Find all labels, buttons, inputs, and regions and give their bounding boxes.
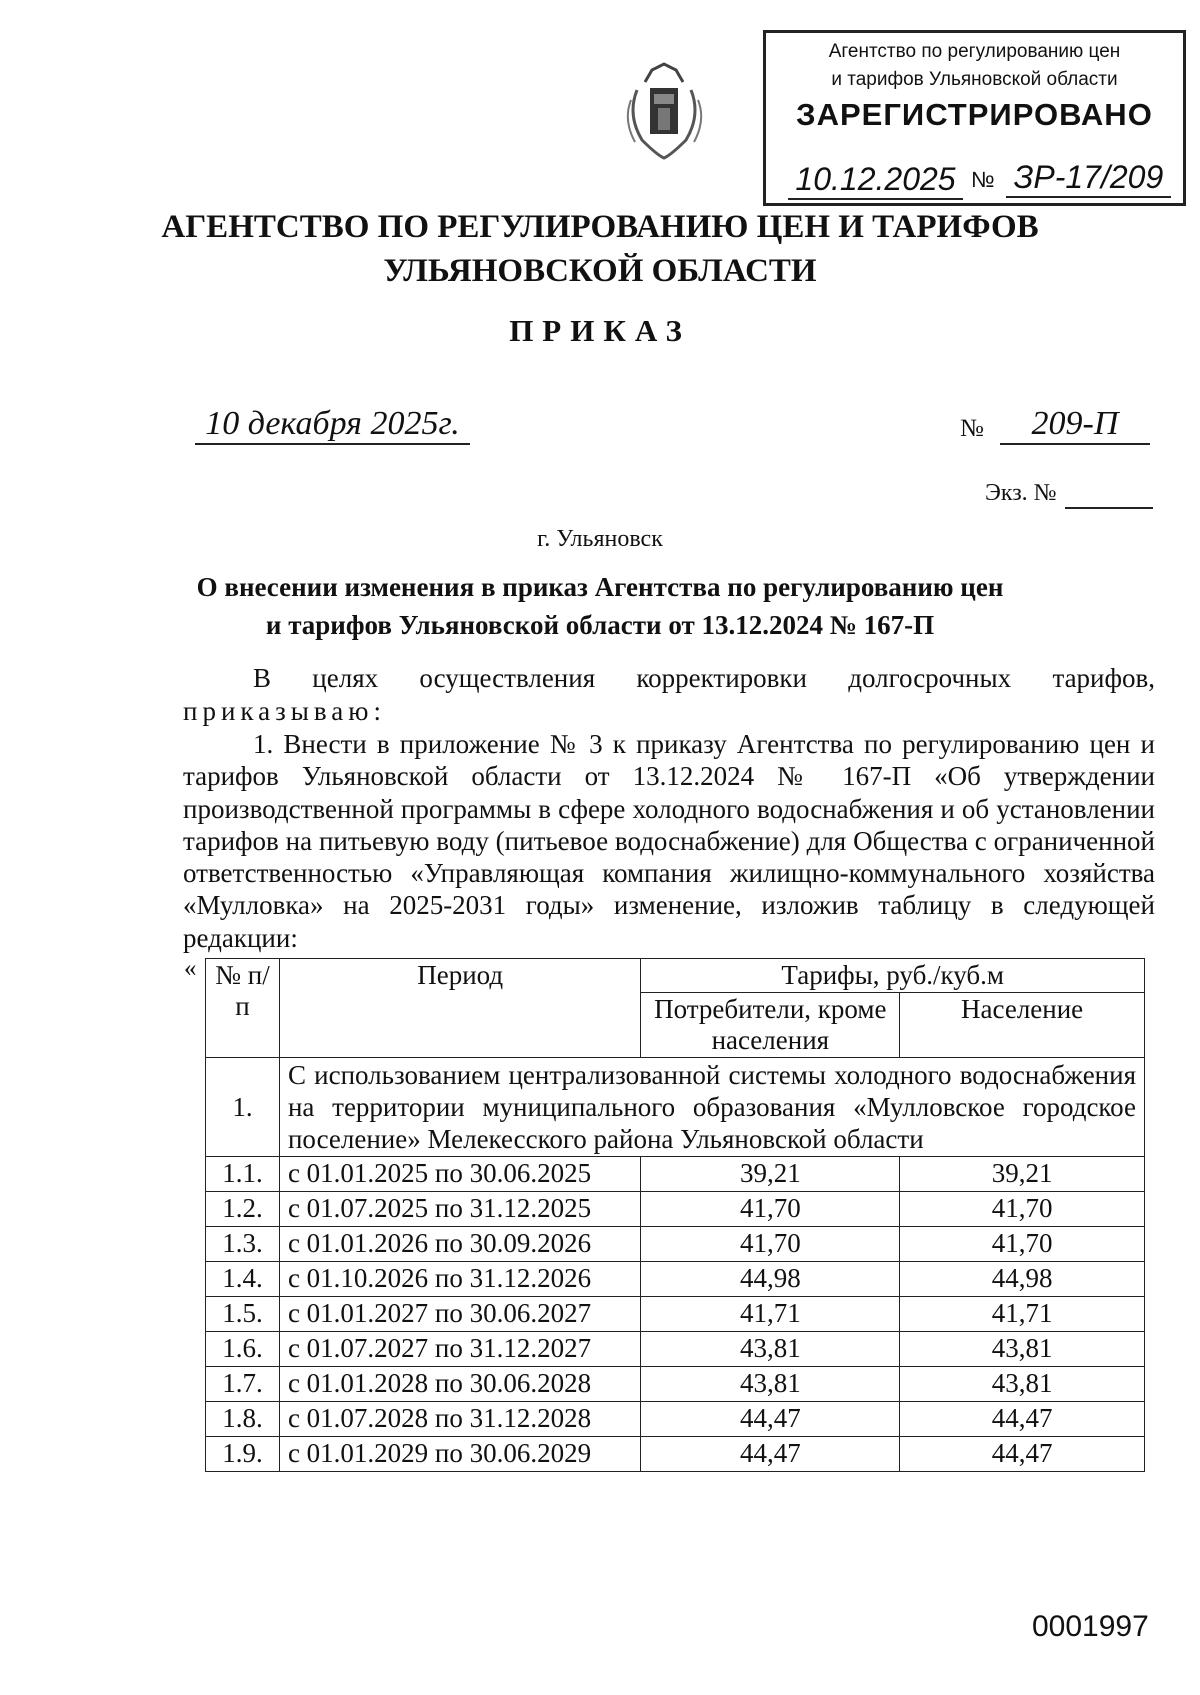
table-section-row	[206, 1058, 1145, 1157]
agency-title-line-1: АГЕНТСТВО ПО РЕГУЛИРОВАНИЮ ЦЕН И ТАРИФОВ	[161, 209, 1039, 245]
header-population: Население	[900, 993, 1145, 1058]
coat-of-arms-icon	[617, 60, 712, 160]
row-period: с 01.01.2027 по 30.06.2027	[279, 1297, 640, 1332]
tariffs-table	[205, 958, 1145, 1472]
row-period: с 01.01.2026 по 30.09.2026	[279, 1227, 640, 1262]
table-row	[206, 1297, 1145, 1332]
stamp-status: ЗАРЕГИСТРИРОВАНО	[796, 97, 1153, 132]
row-num: 1.8.	[206, 1402, 280, 1437]
row-num: 1.4.	[206, 1262, 280, 1297]
agency-title-line-2: УЛЬЯНОВСКОЙ ОБЛАСТИ	[383, 253, 817, 289]
row-period: с 01.07.2028 по 31.12.2028	[279, 1402, 640, 1437]
row-population: 44,47	[900, 1402, 1145, 1437]
row-period: с 01.01.2029 по 30.06.2029	[279, 1437, 640, 1472]
row-consumers: 41,70	[641, 1192, 900, 1227]
row-consumers: 43,81	[641, 1332, 900, 1367]
row-period: с 01.01.2025 по 30.06.2025	[279, 1157, 640, 1192]
table-row	[206, 1157, 1145, 1192]
table-row	[206, 1192, 1145, 1227]
row-consumers: 39,21	[641, 1157, 900, 1192]
document-type: ПРИКАЗ	[509, 313, 691, 348]
table-row	[206, 1262, 1145, 1297]
row-num: 1.2.	[206, 1192, 280, 1227]
row-consumers: 43,81	[641, 1367, 900, 1402]
row-num: 1.3.	[206, 1227, 280, 1262]
table-row	[206, 1437, 1145, 1472]
stamp-line-1: Агентство по регулированию цен	[828, 41, 1121, 62]
row-consumers: 41,70	[641, 1227, 900, 1262]
copy-number-blank	[1065, 507, 1153, 509]
row-consumers: 44,47	[641, 1402, 900, 1437]
agency-title	[0, 205, 1200, 293]
registration-stamp	[763, 30, 1186, 206]
row-consumers: 41,71	[641, 1297, 900, 1332]
header-period: Период	[279, 959, 640, 1058]
quote-open: «	[184, 955, 197, 982]
subject-line-2: и тарифов Ульяновской области от 13.12.2024 № 167-П	[265, 610, 935, 640]
city: г. Ульяновск	[537, 526, 663, 552]
table-row	[206, 1367, 1145, 1402]
order-number-label: №	[960, 415, 984, 442]
row-consumers: 44,47	[641, 1437, 900, 1472]
stamp-line-2: и тарифов Ульяновской области	[831, 69, 1118, 90]
row-num: 1.6.	[206, 1332, 280, 1367]
header-consumers: Потребители, кроме населения	[641, 993, 900, 1058]
table-row	[206, 1227, 1145, 1262]
page-code: 0001997	[1032, 1610, 1149, 1643]
table-rows	[206, 1157, 1145, 1472]
row-num: 1.5.	[206, 1297, 280, 1332]
row-period: с 01.07.2027 по 31.12.2027	[279, 1332, 640, 1367]
row-population: 43,81	[900, 1367, 1145, 1402]
row-population: 43,81	[900, 1332, 1145, 1367]
table-row	[206, 1332, 1145, 1367]
item-1-paragraph: 1. Внести в приложение № 3 к приказу Агентства по регулированию цен и тарифов Ульяновской области от 13.12.2024 № 167-П «Об утверждении производственной программы в сфере холодного водоснабжения и об установлении тарифов на питьевую воду (питьевое водоснабжение) для Общества с ограниченной ответственностью «Управляющая компания жилищно-коммунального хозяйства «Мулловка» на 2025-2031 годы» изменение, изложив таблицу в следующей редакции:	[183, 729, 1155, 953]
row-population: 44,98	[900, 1262, 1145, 1297]
row-population: 39,21	[900, 1157, 1145, 1192]
row-num: 1.7.	[206, 1367, 280, 1402]
row-population: 41,70	[900, 1192, 1145, 1227]
subject-line-1: О внесении изменения в приказ Агентства по регулированию цен	[196, 572, 1004, 602]
row-period: с 01.01.2028 по 30.06.2028	[279, 1367, 640, 1402]
order-date: 10 декабря 2025г.	[195, 405, 470, 445]
stamp-number-sign: №	[971, 167, 995, 192]
row-num: 1.9.	[206, 1437, 280, 1472]
row-num: 1.1.	[206, 1157, 280, 1192]
row-period: с 01.10.2026 по 31.12.2026	[279, 1262, 640, 1297]
order-number: 209-П	[1000, 405, 1150, 445]
row-population: 44,47	[900, 1437, 1145, 1472]
stamp-date: 10.12.2025	[788, 161, 963, 200]
header-num: № п/п	[206, 959, 280, 1058]
header-tariffs: Тарифы, руб./куб.м	[641, 959, 1145, 993]
row-population: 41,70	[900, 1227, 1145, 1262]
table-header-row	[206, 959, 1145, 993]
intro-paragraph: В целях осуществления корректировки долгосрочных тарифов,	[253, 663, 1155, 693]
section-num: 1.	[206, 1058, 280, 1157]
order-word: приказываю:	[183, 696, 386, 726]
section-text: С использованием централизованной системы холодного водоснабжения на территории муниципального образования «Мулловское городское поселение» Мелекесского района Ульяновской области	[279, 1058, 1144, 1157]
order-subject	[0, 568, 1200, 644]
row-period: с 01.07.2025 по 31.12.2025	[279, 1192, 640, 1227]
stamp-number: ЗР-17/209	[1006, 159, 1171, 198]
row-consumers: 44,98	[641, 1262, 900, 1297]
row-population: 41,71	[900, 1297, 1145, 1332]
copy-number-label: Экз. №	[985, 480, 1057, 506]
table-row	[206, 1402, 1145, 1437]
